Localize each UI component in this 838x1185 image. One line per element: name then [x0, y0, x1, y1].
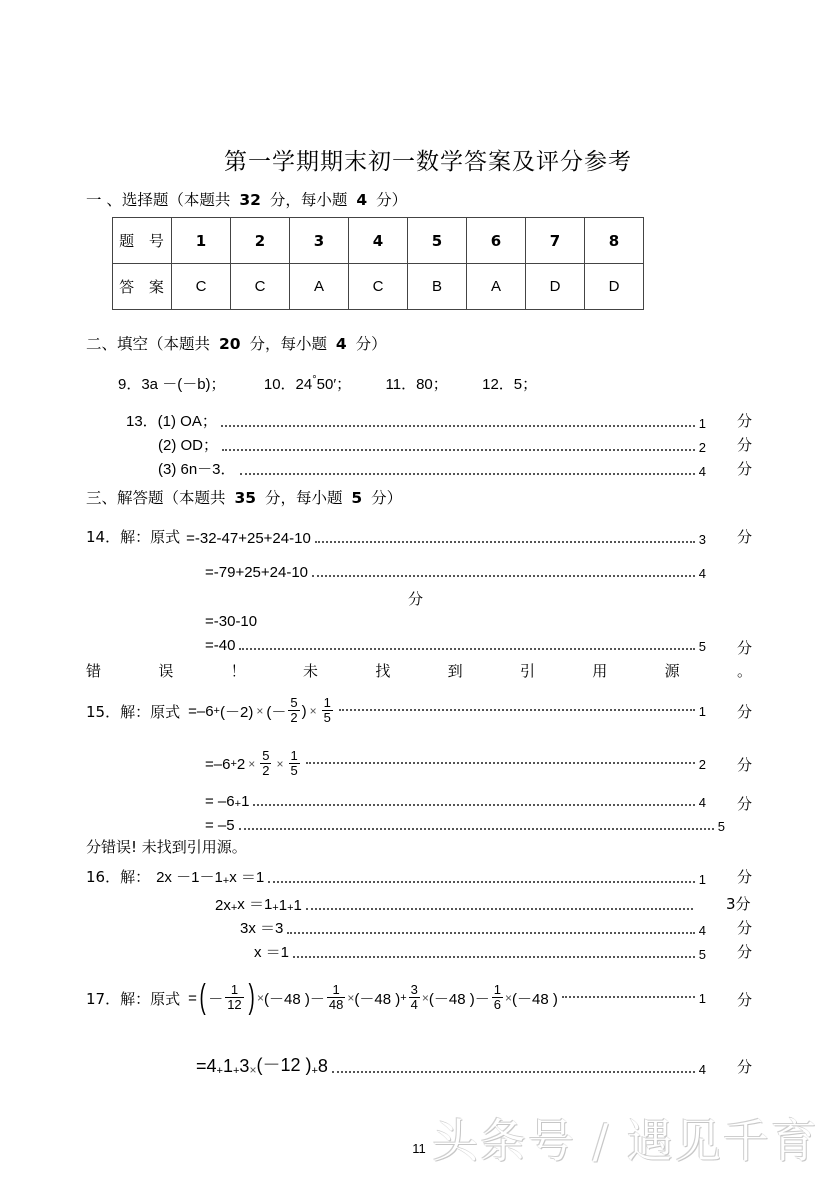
dot-leader — [287, 931, 694, 934]
q14-line-1 — [86, 526, 706, 547]
section-3-total-points: 35 — [234, 489, 257, 507]
fraction-denominator: 48 — [328, 996, 344, 1012]
dot-leader — [306, 761, 695, 764]
dot-leader — [306, 907, 693, 910]
q16-line-2-plus-2: + — [272, 902, 279, 914]
blank-q11: 11．80； — [385, 376, 448, 393]
q14-line-3 — [205, 613, 257, 630]
section-1-per-item-points: 4 — [356, 191, 368, 209]
q15-line-1-term-b: (－2) — [219, 703, 254, 721]
q17-line-2 — [196, 1051, 706, 1077]
q16-line-2-fen: 3分 — [726, 895, 751, 913]
q17-line-2-term-a: 4 — [206, 1056, 217, 1076]
q17-line-1-minus-2: － — [474, 990, 490, 1008]
fraction-numerator: 1 — [230, 982, 239, 997]
fraction-numerator: 5 — [290, 695, 298, 710]
q16-line-3-fen: 分 — [737, 919, 753, 937]
fraction-one-twelfth — [225, 983, 243, 1011]
answer-cell: C — [349, 264, 408, 310]
q17-label: 17．解：原式 — [86, 989, 181, 1008]
dot-leader — [339, 708, 695, 711]
dot-leader — [240, 472, 695, 475]
q16-line-4 — [254, 941, 706, 962]
q17-line-2-plus-1: + — [216, 1065, 223, 1077]
q15-line-2 — [205, 750, 706, 778]
answer-cell: C — [172, 264, 231, 310]
q14-line-3-expression: =-30-10 — [205, 613, 258, 630]
multiplication-sign: × — [421, 991, 429, 1006]
error-char: 误 — [158, 662, 174, 680]
q15-line-2-mark: 2 — [698, 756, 706, 772]
fraction-numerator: 3 — [410, 982, 418, 997]
section-2-total-points: 20 — [218, 335, 241, 353]
q16-line-2 — [215, 893, 695, 914]
blank-q10-minutes: 50′； — [316, 376, 352, 393]
q13-line-1 — [126, 410, 706, 431]
q15-line-2-term-a: –6 — [213, 755, 231, 773]
error-char: 用 — [592, 662, 608, 680]
fraction-three-quarters — [409, 983, 420, 1011]
q15-line-1-mark: 1 — [698, 703, 706, 719]
q15-line-1-equals: = — [188, 702, 197, 720]
q14-error-reference-line — [86, 660, 752, 681]
q16-line-2-term-c: 1 — [278, 897, 288, 914]
question-number-cell: 3 — [290, 218, 349, 264]
q15-line-3-mark: 4 — [698, 795, 706, 810]
section-1-heading-mid: 分，每小题 — [269, 191, 348, 209]
q13-line-1-fen: 分 — [737, 412, 753, 430]
question-number-cell: 7 — [526, 218, 585, 264]
answer-table — [112, 217, 644, 310]
q14-line-4 — [205, 637, 706, 654]
question-number-cell: 8 — [585, 218, 644, 264]
q15-line-2-fen: 分 — [737, 756, 753, 774]
q17-line-2-term-b: 1 — [222, 1056, 233, 1076]
answer-cell: A — [467, 264, 526, 310]
q16-line-3-mark: 4 — [698, 923, 706, 938]
section-1-total-points: 32 — [239, 191, 261, 209]
multiplication-sign: × — [309, 704, 317, 719]
fraction-denominator: 12 — [227, 996, 242, 1012]
multiplication-sign: × — [257, 991, 265, 1006]
answer-cell: D — [526, 264, 585, 310]
dot-leader — [239, 827, 714, 830]
q16-line-2-term-b: x ＝1 — [237, 896, 273, 913]
error-char: 未 — [302, 662, 318, 680]
dot-leader — [293, 955, 695, 958]
q17-line-2-plus-2: + — [232, 1065, 240, 1077]
section-3-per-item-points: 5 — [351, 489, 363, 507]
q17-line-1-mark: 1 — [698, 990, 706, 1006]
page-number: 11 — [412, 1141, 426, 1156]
question-number-cell: 6 — [467, 218, 526, 264]
question-number-cell: 2 — [231, 218, 290, 264]
fraction-one-fifth — [289, 749, 300, 777]
section-1-heading — [86, 188, 407, 210]
multiplication-sign: × — [504, 991, 512, 1006]
error-char: 。 — [736, 662, 752, 680]
fraction-denominator: 6 — [493, 996, 501, 1012]
q17-line-2-equals: = — [196, 1056, 207, 1076]
q16-line-2-term-d: 1 — [293, 897, 302, 914]
q15-line-4 — [205, 817, 725, 834]
q17-line-2-mark: 4 — [698, 1062, 706, 1077]
q14-line-2-mark: 4 — [698, 566, 706, 581]
q14-line-1-expression: =-32-47+25+24-10 — [186, 530, 311, 547]
blank-q10-value: 10．24 — [263, 376, 313, 393]
q15-line-2-plus: + — [230, 758, 237, 771]
dot-leader — [221, 424, 695, 427]
error-char: ！ — [230, 662, 246, 680]
degree-symbol: ° — [312, 374, 317, 386]
blanks-row-9-12 — [118, 373, 537, 394]
q13-line-2-label: (2) OD； — [158, 437, 219, 454]
q15-line-1-fen: 分 — [737, 703, 753, 721]
fraction-five-halves — [260, 749, 271, 777]
q16-line-4-fen: 分 — [737, 943, 753, 961]
multiplication-sign: × — [248, 757, 256, 772]
q15-line-3 — [205, 793, 706, 810]
error-char: 到 — [447, 662, 463, 680]
fraction-numerator: 1 — [332, 982, 340, 997]
dot-leader — [562, 995, 695, 998]
q16-line-4-mark: 5 — [698, 947, 706, 962]
q16-line-1-term-a: 2x －1－1 — [156, 869, 223, 886]
q15-line-1-plus: + — [213, 705, 220, 718]
q17-line-1-plus: + — [400, 992, 407, 1005]
q15-line-1 — [86, 697, 706, 725]
answer-cell: D — [585, 264, 644, 310]
answer-cell: A — [290, 264, 349, 310]
q15-line-2-equals: = — [205, 755, 214, 773]
fraction-denominator: 4 — [410, 996, 418, 1012]
error-char: 源 — [664, 662, 680, 680]
q17-line-1-term-c: (－48 ) — [428, 990, 475, 1008]
section-1-heading-suffix: 分） — [376, 191, 408, 209]
q13-line-3-mark: 4 — [698, 464, 706, 479]
error-char: 错 — [86, 662, 102, 680]
q15-line-1-paren-close: ) — [301, 702, 307, 720]
watermark: 头条号 / 遇见千育 — [432, 1114, 819, 1168]
fraction-one-forty-eighth — [327, 983, 345, 1011]
fraction-denominator: 5 — [290, 762, 298, 778]
q17-line-2-term-d: (－12 ) — [256, 1055, 312, 1075]
section-3-heading-suffix: 分） — [371, 489, 403, 507]
page-title: 第一学期期末初一数学答案及评分参考 — [224, 149, 632, 175]
q16-line-1-fen: 分 — [737, 868, 753, 886]
blank-q12: 12．5； — [482, 376, 538, 393]
q16-line-2-plus-3: + — [287, 902, 294, 914]
section-3-heading — [86, 486, 402, 508]
q16-line-1 — [86, 866, 706, 887]
section-3-heading-prefix: 三、解答题（本题共 — [86, 489, 226, 507]
row-header-answer: 答 案 — [113, 264, 172, 310]
section-1-heading-prefix: 一 、选择题（本题共 — [86, 191, 231, 209]
multiplication-sign: × — [256, 704, 264, 719]
q16-line-1-term-b: x ＝1 — [229, 869, 265, 886]
q16-label: 16．解： — [86, 868, 151, 886]
error-char: 引 — [519, 662, 535, 680]
q15-line-3-plus: + — [234, 798, 242, 810]
q17-line-1-equals: = — [188, 989, 197, 1007]
q14-floating-fen: 分 — [408, 590, 424, 608]
q15-line-3-fen: 分 — [737, 795, 753, 813]
q16-line-2-term-a: 2x — [215, 897, 231, 914]
q14-line-1-fen: 分 — [737, 528, 753, 546]
question-number-cell: 1 — [172, 218, 231, 264]
q15-line-3-tail: 1 — [241, 793, 250, 810]
dot-leader — [222, 448, 695, 451]
q17-line-1-minus-1: － — [309, 990, 325, 1008]
table-row-numbers — [113, 218, 644, 264]
q13-line-3 — [158, 458, 706, 479]
q13-line-2-fen: 分 — [737, 436, 753, 454]
fraction-denominator: 5 — [323, 709, 331, 725]
q14-label: 14．解：原式 — [86, 528, 181, 546]
q16-line-1-mark: 1 — [698, 872, 706, 887]
section-2-heading-prefix: 二、填空（本题共 — [86, 335, 211, 353]
multiplication-sign: × — [347, 991, 355, 1006]
q15-line-3-expression: = –6 — [205, 793, 235, 810]
q17-big-paren-open: ( — [199, 977, 206, 1016]
q17-line-2-plus-3: + — [311, 1065, 318, 1077]
fraction-one-sixth — [492, 983, 503, 1011]
answer-cell: B — [408, 264, 467, 310]
question-number-cell: 5 — [408, 218, 467, 264]
fraction-denominator: 2 — [262, 762, 270, 778]
q14-line-1-mark: 3 — [698, 532, 706, 547]
q13-line-2 — [158, 434, 706, 455]
row-header-question-number: 题 号 — [113, 218, 172, 264]
q13-line-2-mark: 2 — [698, 440, 706, 455]
q16-line-2-plus-1: + — [230, 902, 238, 914]
q16-line-3 — [240, 917, 706, 938]
answer-cell: C — [231, 264, 290, 310]
q17-line-2-term-c: 3 — [239, 1056, 250, 1076]
q15-line-4-mark: 5 — [717, 819, 725, 834]
dot-leader — [312, 574, 695, 577]
table-row-answers — [113, 264, 644, 310]
fraction-five-halves — [288, 696, 299, 724]
fraction-denominator: 2 — [290, 709, 298, 725]
q13-line-1-label: 13．(1) OA； — [126, 413, 217, 430]
q15-line-4-expression: = –5 — [205, 817, 235, 834]
fraction-numerator: 1 — [323, 695, 331, 710]
section-2-heading — [86, 332, 387, 354]
q17-line-1-negative: － — [208, 990, 224, 1008]
q17-line-1-fen: 分 — [737, 991, 753, 1009]
dot-leader — [332, 1070, 695, 1073]
fraction-one-fifth — [322, 696, 333, 724]
q17-line-1-term-d: (－48 ) — [512, 990, 558, 1008]
error-char: 找 — [375, 662, 391, 680]
q15-line-1-paren-open: (－ — [266, 703, 287, 721]
q15-line-2-term-b: 2 — [236, 755, 246, 773]
q15-error-reference-line: 分错误! 未找到引用源。 — [86, 838, 247, 856]
q17-line-1-term-a: (－48 ) — [264, 990, 310, 1008]
fraction-numerator: 1 — [493, 982, 501, 997]
q17-line-2-fen: 分 — [737, 1058, 753, 1076]
blank-q9: 9．3a －(－b)； — [118, 376, 226, 393]
fraction-numerator: 1 — [290, 748, 298, 763]
dot-leader — [239, 647, 694, 650]
q14-line-4-expression: =-40 — [205, 637, 236, 654]
section-3-heading-mid: 分，每小题 — [264, 489, 343, 507]
q16-line-3-expression: 3x ＝3 — [240, 920, 284, 937]
q13-line-3-fen: 分 — [737, 460, 753, 478]
dot-leader — [253, 803, 694, 806]
q15-label: 15．解：原式 — [86, 702, 181, 721]
q17-line-2-term-e: 8 — [317, 1056, 328, 1076]
q16-line-4-expression: x ＝1 — [254, 944, 290, 961]
q13-line-3-label: (3) 6n－3． — [158, 461, 236, 478]
section-2-heading-suffix: 分） — [355, 335, 387, 353]
q14-line-2 — [205, 564, 706, 581]
q14-line-4-fen: 分 — [737, 639, 753, 657]
q14-line-2-expression: =-79+25+24-10 — [205, 564, 309, 581]
dot-leader — [315, 540, 695, 543]
fraction-numerator: 5 — [262, 748, 270, 763]
q14-line-4-mark: 5 — [698, 639, 706, 654]
q13-line-1-mark: 1 — [698, 416, 706, 431]
multiplication-sign: × — [276, 757, 284, 772]
section-2-heading-mid: 分，每小题 — [249, 335, 327, 353]
section-2-per-item-points: 4 — [335, 335, 347, 353]
multiplication-sign: × — [249, 1063, 257, 1077]
q17-big-paren-close: ) — [248, 977, 255, 1016]
q17-line-1 — [86, 977, 706, 1016]
question-number-cell: 4 — [349, 218, 408, 264]
q17-line-1-term-b: (－48 ) — [354, 990, 401, 1008]
q16-line-1-plus: + — [222, 875, 230, 887]
dot-leader — [268, 880, 695, 883]
q15-line-1-term-a: –6 — [196, 702, 214, 720]
